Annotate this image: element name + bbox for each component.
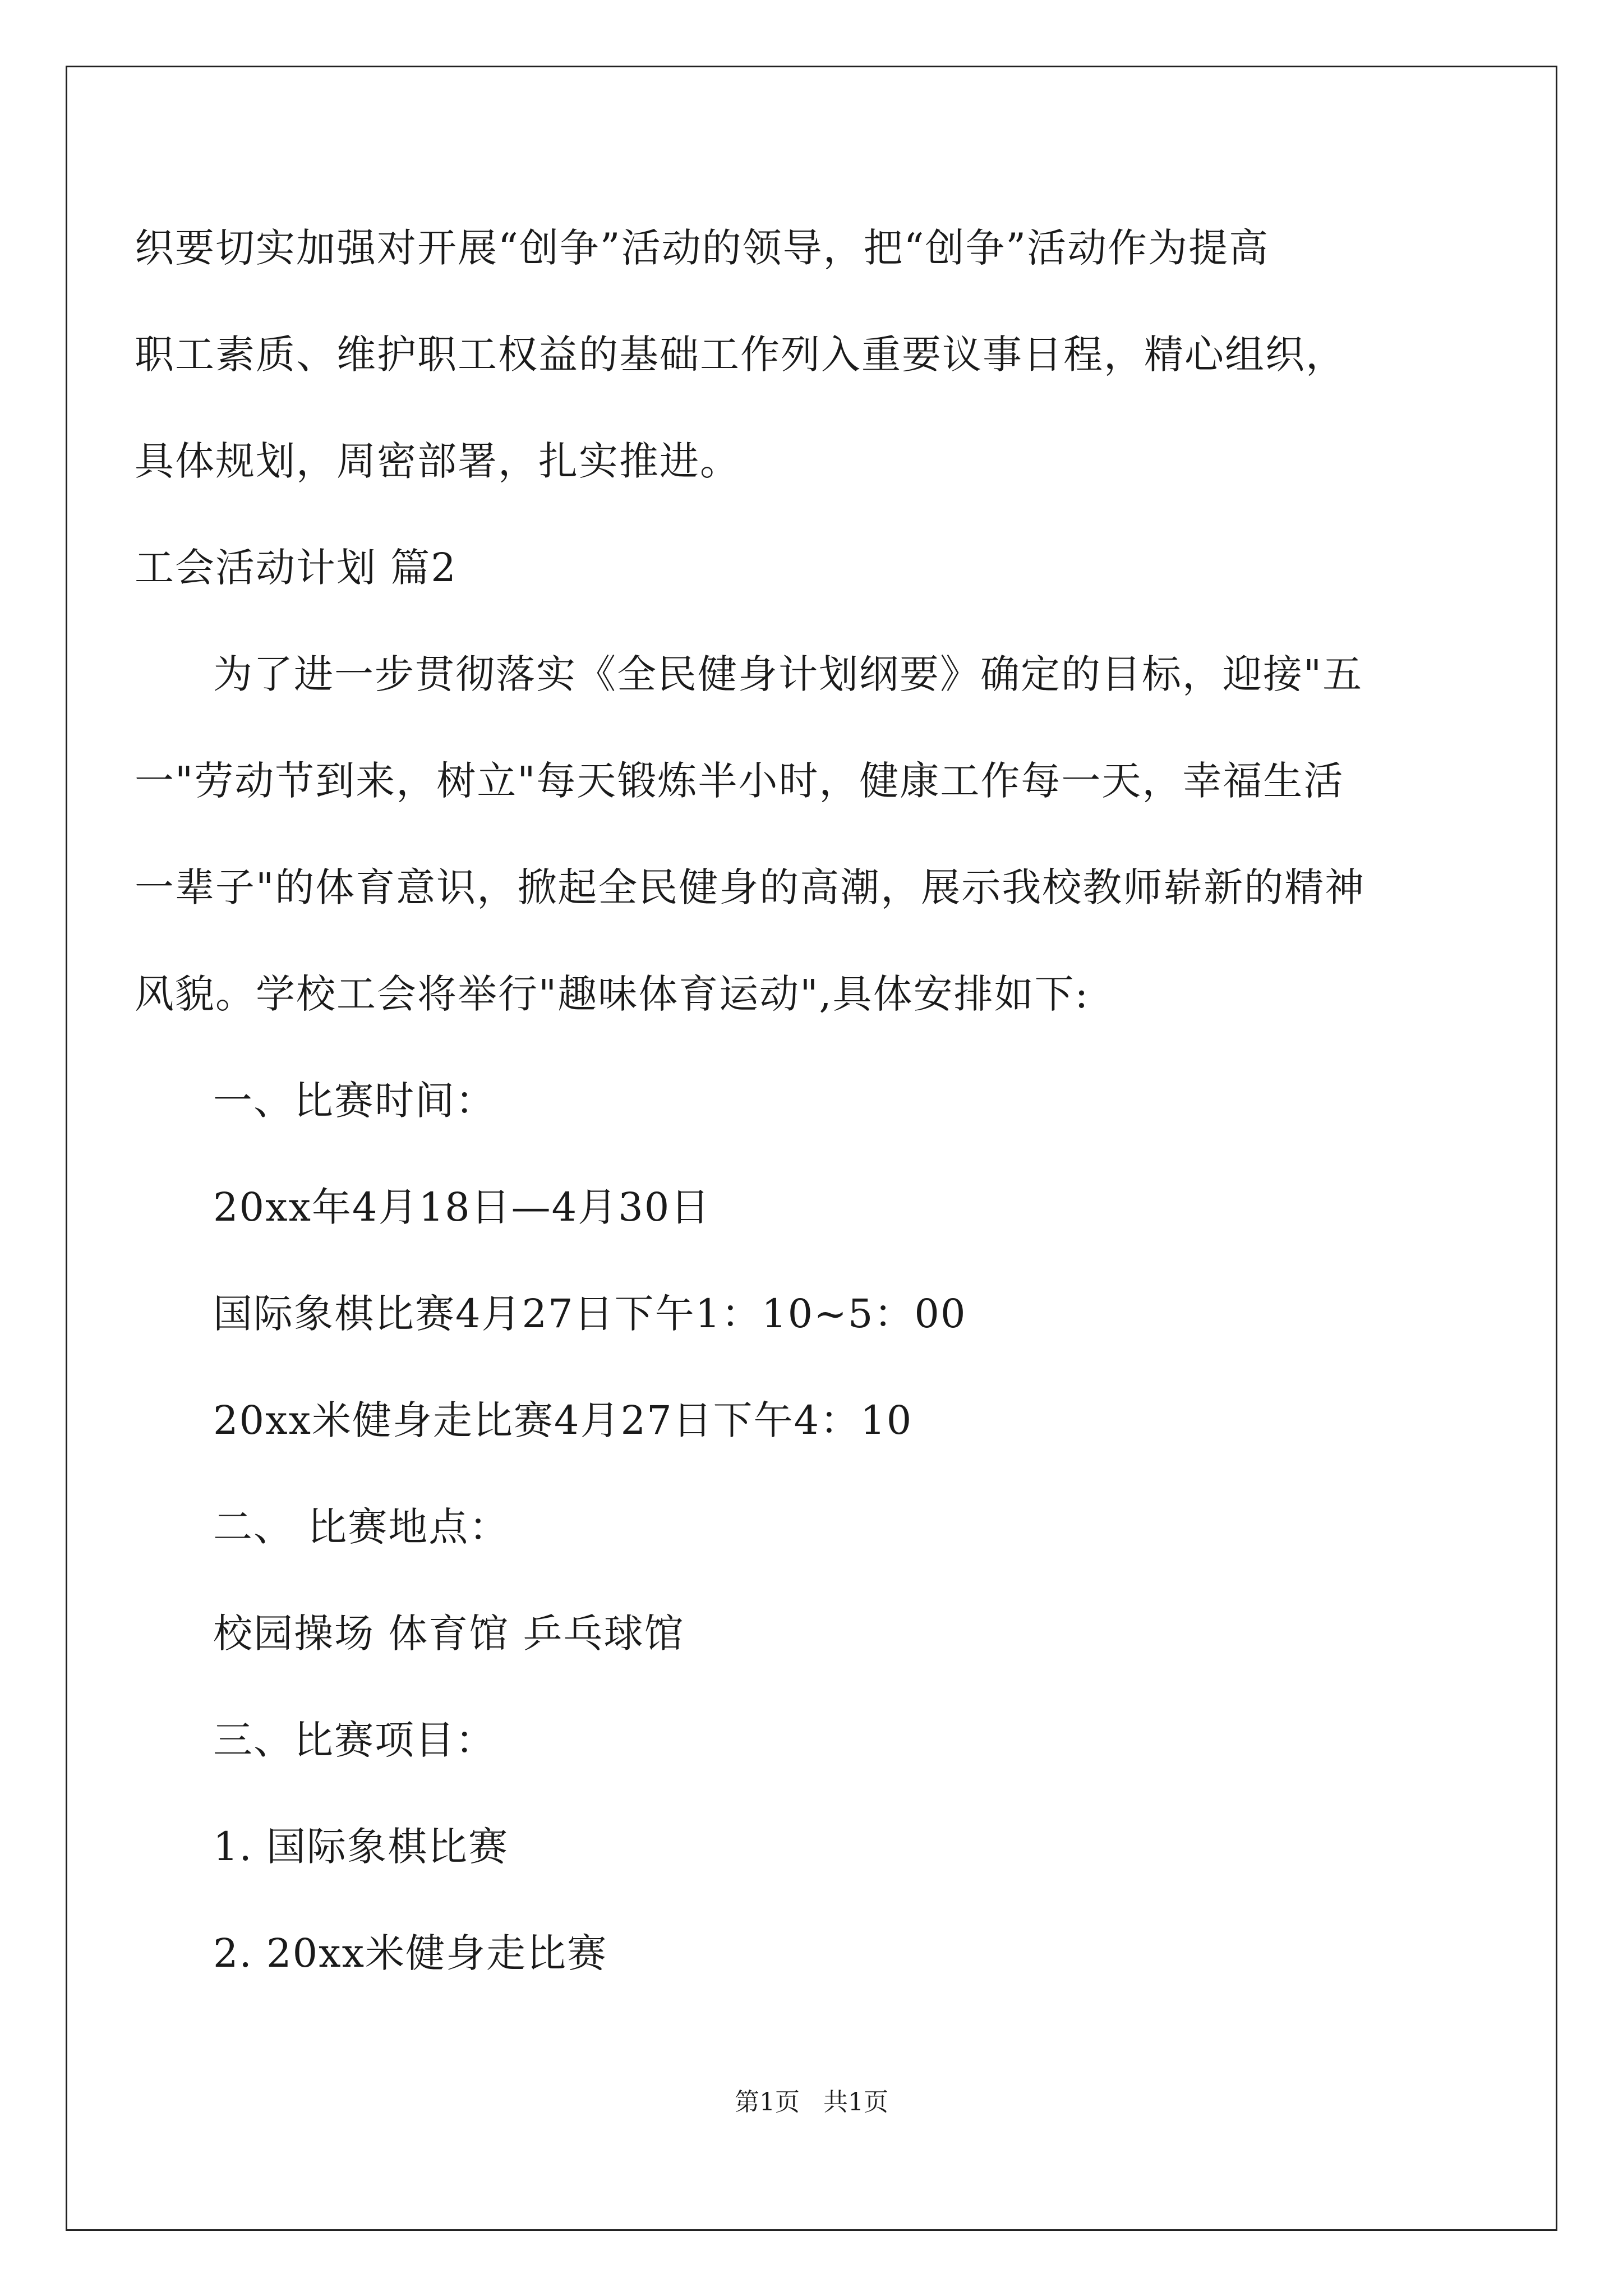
list-heading: 一、比赛时间：: [213, 1078, 496, 1124]
paragraph-line: 一"劳动节到来，树立"每天锻炼半小时，健康工作每一天，幸福生活: [135, 758, 1344, 804]
list-item: 1. 国际象棋比赛: [213, 1824, 509, 1870]
list-item: 20xx年4月18日—4月30日: [213, 1184, 711, 1230]
paragraph-line: 具体规划，周密部署，扎实推进。: [135, 438, 740, 484]
list-item: 20xx米健身走比赛4月27日下午4：10: [213, 1397, 913, 1443]
page-border: [66, 66, 1557, 2231]
paragraph-line: 一辈子"的体育意识，掀起全民健身的高潮，展示我校教师崭新的精神: [135, 864, 1366, 910]
paragraph-line: 为了进一步贯彻落实《全民健身计划纲要》确定的目标，迎接"五: [213, 651, 1363, 697]
list-item: 2. 20xx米健身走比赛: [213, 1930, 608, 1976]
list-heading: 二、 比赛地点：: [213, 1504, 510, 1550]
paragraph-line: 职工素质、维护职工权益的基础工作列入重要议事日程，精心组织，: [135, 332, 1346, 378]
section-heading: 工会活动计划 篇2: [135, 545, 457, 591]
list-heading: 三、比赛项目：: [213, 1717, 496, 1763]
page-footer: 第1页 共1页: [735, 2088, 888, 2116]
list-item: 校园操场 体育馆 乒乓球馆: [213, 1611, 685, 1657]
list-item: 国际象棋比赛4月27日下午1：10~5：00: [213, 1291, 967, 1337]
paragraph-line: 风貌。学校工会将举行"趣味体育运动",具体安排如下:: [135, 971, 1090, 1017]
paragraph-line: 织要切实加强对开展“创争”活动的领导，把“创争”活动作为提高: [135, 225, 1270, 271]
